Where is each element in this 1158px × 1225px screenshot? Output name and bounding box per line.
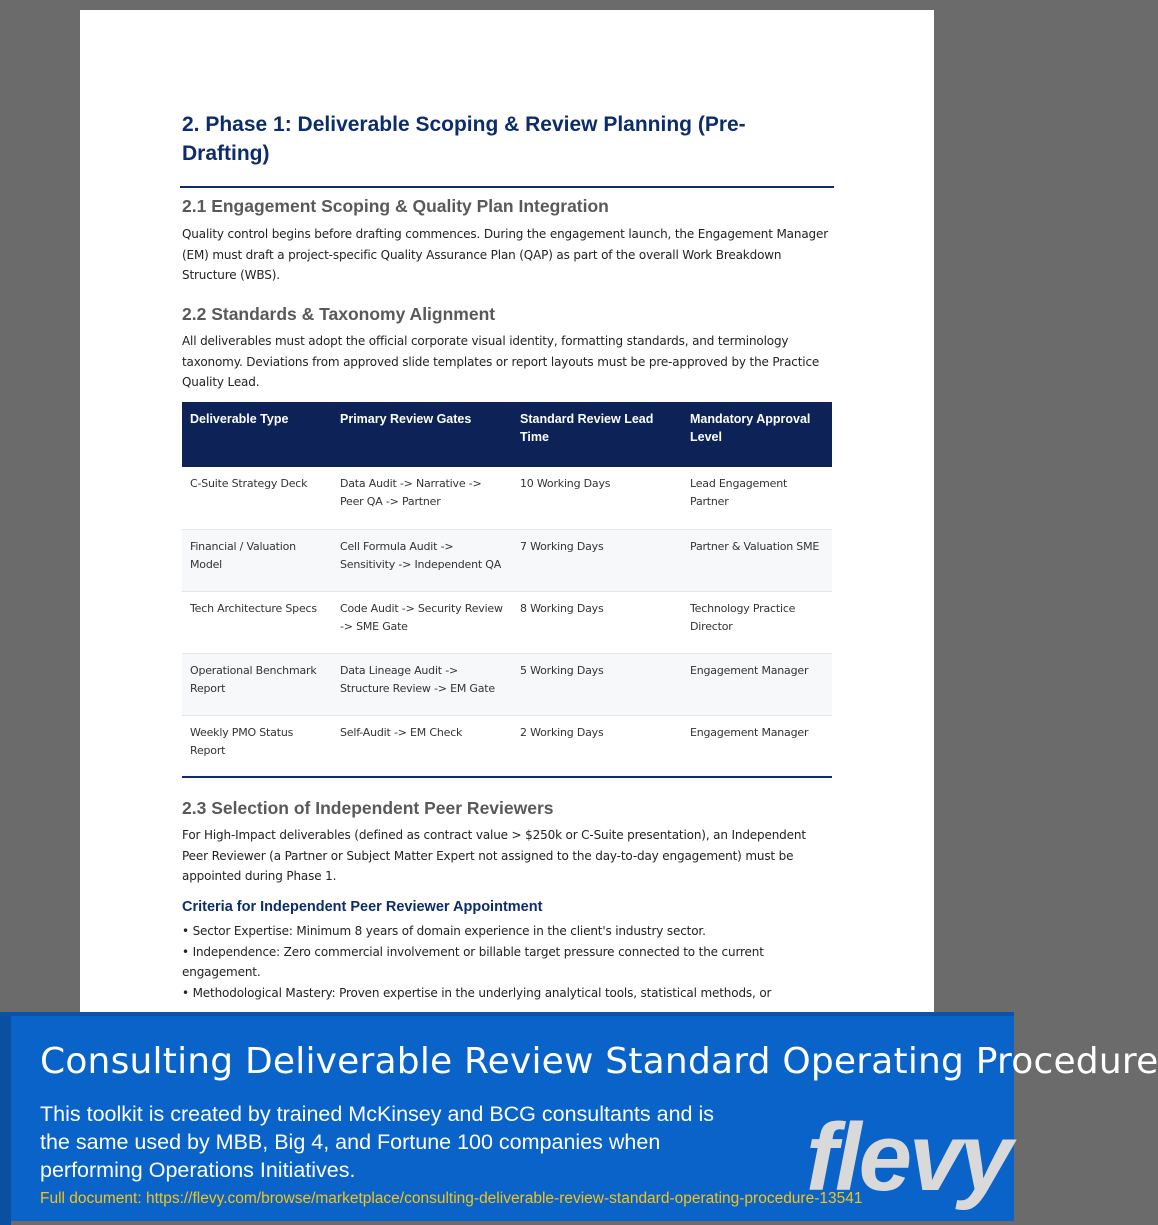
table-cell: Partner & Valuation SME [682,529,832,591]
table-row [182,715,832,777]
table-cell: Engagement Manager [682,653,832,715]
table-cell: Tech Architecture Specs [182,591,332,653]
criteria-list [182,921,834,1003]
table-cell: Lead Engagement Partner [682,467,832,529]
section-body-2-2: All deliverables must adopt the official corporate visual identity, formatting standards, and terminology taxonomy. Deviations from approved slide templates or report layouts must be pre-approved by the Practice Quality Lead. [182,334,820,389]
table-cell: 10 Working Days [512,467,682,529]
page-title: 2. Phase 1: Deliverable Scoping & Review Planning (Pre-Drafting) [182,113,746,165]
table-row [182,467,832,529]
table-row [182,653,832,715]
table-cell: Operational Benchmark Report [182,653,332,715]
table-cell: Self-Audit -> EM Check [332,715,512,777]
document-link[interactable]: Full document: https://flevy.com/browse/marketplace/consulting-deliverable-review-standard-operating-procedure-13541 [40,1190,863,1207]
document-page [80,10,934,1040]
title-divider [180,186,834,188]
table-cell: 7 Working Days [512,529,682,591]
table-header-cell: Standard Review Lead Time [512,402,682,467]
banner-description: This toolkit is created by trained McKinsey and BCG consultants and is the same used by MBB, Big 4, and Fortune 100 companies when performing Operations Initiatives. [40,1102,714,1182]
banner-edge [0,1016,11,1225]
table-header-row [182,402,832,467]
list-item: • Independence: Zero commercial involvement or billable target pressure connected to the current engagement. [182,944,764,979]
table-header-cell: Primary Review Gates [332,402,512,467]
table-cell: Financial / Valuation Model [182,529,332,591]
flevy-logo: flevy [806,1104,1010,1211]
promo-banner [0,1012,1158,1221]
table-cell: Cell Formula Audit -> Sensitivity -> Independent QA [332,529,512,591]
table-row [182,591,832,653]
table-cell: 2 Working Days [512,715,682,777]
table-header-cell: Deliverable Type [182,402,332,467]
table-cell: C-Suite Strategy Deck [182,467,332,529]
banner-title: Consulting Deliverable Review Standard Operating Procedure [40,1041,1158,1082]
criteria-heading: Criteria for Independent Peer Reviewer Appointment [182,899,543,915]
table-cell: Weekly PMO Status Report [182,715,332,777]
table-cell: 8 Working Days [512,591,682,653]
section-body-2-3: For High-Impact deliverables (defined as contract value > $250k or C-Suite presentation), an Independent Peer Reviewer (a Partner or Subject Matter Expert not assigned to the day-to-day engagement) must be appointed during Phase 1. [182,828,806,883]
section-body-2-1: Quality control begins before drafting commences. During the engagement launch, the Engagement Manager (EM) must draft a project-specific Quality Assurance Plan (QAP) as part of the overall Work Breakdown Structure (WBS). [182,227,829,282]
table-cell: Data Lineage Audit -> Structure Review -> EM Gate [332,653,512,715]
list-item: • Sector Expertise: Minimum 8 years of domain experience in the client's industry sector. [182,924,706,938]
review-gates-table [182,402,832,778]
table-cell: Code Audit -> Security Review -> SME Gate [332,591,512,653]
list-item: • Methodological Mastery: Proven expertise in the underlying analytical tools, statistical methods, or [182,985,772,1000]
table-cell: 5 Working Days [512,653,682,715]
table-row [182,529,832,591]
section-heading-2-1: 2.1 Engagement Scoping & Quality Plan Integration [182,196,609,216]
table-cell: Data Audit -> Narrative -> Peer QA -> Partner [332,467,512,529]
table-header-cell: Mandatory Approval Level [682,402,832,467]
table-cell: Engagement Manager [682,715,832,777]
table-cell: Technology Practice Director [682,591,832,653]
section-heading-2-3: 2.3 Selection of Independent Peer Reviewers [182,798,554,818]
section-heading-2-2: 2.2 Standards & Taxonomy Alignment [182,304,496,324]
